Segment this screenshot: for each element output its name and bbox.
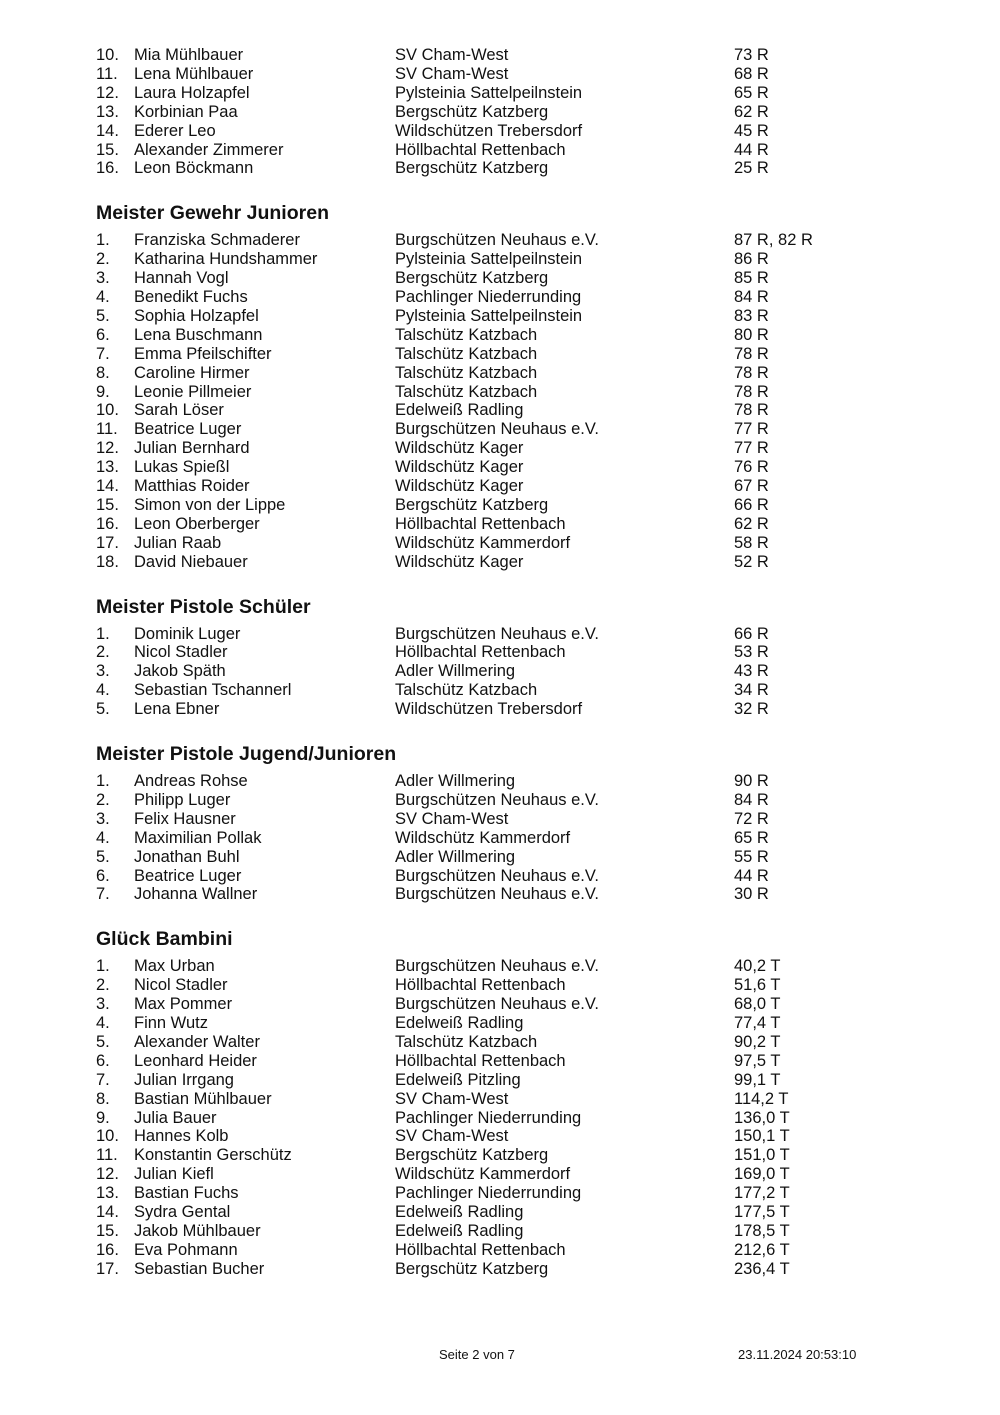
- shooter-name: Nicol Stadler: [134, 976, 228, 995]
- rank-cell: 15.: [96, 140, 119, 159]
- shooter-name: Korbinian Paa: [134, 102, 238, 121]
- rank-cell: 14.: [96, 1203, 119, 1221]
- score-value: 25 R: [734, 159, 769, 178]
- score-value: 212,6 T: [734, 1240, 790, 1259]
- club-name: Höllbachtal Rettenbach: [395, 643, 566, 662]
- shooter-name: Alexander Walter: [134, 1032, 260, 1051]
- score-value: 51,6 T: [734, 976, 781, 995]
- result-row: [0, 326, 1000, 345]
- shooter-name: Dominik Luger: [134, 624, 241, 643]
- score-value: 78 R: [734, 401, 769, 420]
- result-row: [0, 231, 1000, 250]
- score-value: 78 R: [734, 363, 769, 382]
- result-row: [0, 1260, 1000, 1279]
- score-value: 150,1 T: [734, 1127, 790, 1146]
- rank-cell: 5.: [96, 1032, 110, 1051]
- shooter-name: Sebastian Bucher: [134, 1259, 265, 1278]
- score-value: 62 R: [734, 514, 769, 533]
- club-name: Pylsteinia Sattelpeilnstein: [395, 83, 583, 102]
- score-value: 44 R: [734, 140, 769, 159]
- rank-cell: 14.: [96, 121, 119, 140]
- shooter-name: Julia Bauer: [134, 1108, 217, 1127]
- shooter-name: Jakob Späth: [134, 662, 226, 681]
- club-name: Bergschütz Katzberg: [395, 1259, 549, 1278]
- shooter-name: Jonathan Buhl: [134, 847, 240, 866]
- result-row: [0, 625, 1000, 644]
- result-row: [0, 401, 1000, 420]
- club-name: Pachlinger Niederrunding: [395, 1108, 582, 1127]
- result-row: [0, 1109, 1000, 1128]
- shooter-name: Leon Böckmann: [134, 159, 254, 178]
- rank-cell: 5.: [96, 847, 110, 866]
- club-name: Burgschützen Neuhaus e.V.: [395, 866, 599, 885]
- result-row: [0, 643, 1000, 662]
- shooter-name: Julian Bernhard: [134, 439, 250, 458]
- club-name: Wildschütz Kager: [395, 458, 524, 477]
- section-heading: Glück Bambini: [96, 928, 233, 951]
- club-name: Wildschützen Trebersdorf: [395, 700, 583, 719]
- rank-cell: 2.: [96, 250, 110, 269]
- rank-cell: 13.: [96, 1184, 119, 1203]
- shooter-name: Matthias Roider: [134, 477, 250, 495]
- club-name: Talschütz Katzbach: [395, 363, 538, 382]
- score-value: 43 R: [734, 662, 769, 681]
- club-name: Adler Willmering: [395, 772, 516, 790]
- shooter-name: Beatrice Luger: [134, 866, 242, 885]
- result-row: [0, 364, 1000, 383]
- result-row: [0, 141, 1000, 160]
- club-name: Burgschützen Neuhaus e.V.: [395, 420, 599, 439]
- club-name: SV Cham-West: [395, 46, 509, 64]
- rank-cell: 16.: [96, 514, 119, 533]
- club-name: Höllbachtal Rettenbach: [395, 514, 566, 533]
- score-value: 53 R: [734, 643, 769, 662]
- result-row: [0, 662, 1000, 681]
- result-row: [0, 1127, 1000, 1146]
- rank-cell: 6.: [96, 866, 110, 885]
- result-row: [0, 84, 1000, 103]
- rank-cell: 5.: [96, 700, 110, 719]
- shooter-name: David Niebauer: [134, 552, 248, 571]
- rank-cell: 1.: [96, 772, 110, 790]
- score-value: 99,1 T: [734, 1070, 781, 1089]
- score-value: 169,0 T: [734, 1165, 790, 1184]
- club-name: Talschütz Katzbach: [395, 344, 538, 363]
- result-row: [0, 867, 1000, 886]
- shooter-name: Jakob Mühlbauer: [134, 1221, 261, 1240]
- result-row: [0, 1146, 1000, 1165]
- club-name: Burgschützen Neuhaus e.V.: [395, 957, 599, 976]
- club-name: Talschütz Katzbach: [395, 1032, 538, 1051]
- rank-cell: 17.: [96, 533, 119, 552]
- result-row: [0, 515, 1000, 534]
- rank-cell: 1.: [96, 957, 110, 976]
- club-name: Bergschütz Katzberg: [395, 1146, 549, 1165]
- score-value: 72 R: [734, 809, 769, 828]
- score-value: 67 R: [734, 477, 769, 495]
- rank-cell: 12.: [96, 83, 119, 102]
- club-name: Talschütz Katzbach: [395, 325, 538, 344]
- score-value: 178,5 T: [734, 1221, 790, 1240]
- result-row: [0, 288, 1000, 307]
- score-value: 58 R: [734, 533, 769, 552]
- rank-cell: 16.: [96, 1240, 119, 1259]
- rank-cell: 3.: [96, 809, 110, 828]
- club-name: Burgschützen Neuhaus e.V.: [395, 231, 599, 250]
- club-name: SV Cham-West: [395, 1127, 509, 1146]
- rank-cell: 12.: [96, 439, 119, 458]
- score-value: 77,4 T: [734, 1014, 781, 1032]
- shooter-name: Lukas Spießl: [134, 458, 230, 477]
- rank-cell: 13.: [96, 458, 119, 477]
- shooter-name: Bastian Fuchs: [134, 1184, 239, 1203]
- club-name: Wildschütz Kammerdorf: [395, 1165, 571, 1184]
- club-name: Burgschützen Neuhaus e.V.: [395, 624, 599, 643]
- shooter-name: Alexander Zimmerer: [134, 140, 284, 159]
- score-value: 77 R: [734, 439, 769, 458]
- club-name: Pylsteinia Sattelpeilnstein: [395, 306, 583, 325]
- shooter-name: Katharina Hundshammer: [134, 250, 318, 269]
- result-row: [0, 534, 1000, 553]
- result-row: [0, 1090, 1000, 1109]
- club-name: Höllbachtal Rettenbach: [395, 140, 566, 159]
- rank-cell: 11.: [96, 1146, 118, 1165]
- shooter-name: Nicol Stadler: [134, 643, 228, 662]
- result-row: [0, 496, 1000, 515]
- result-row: [0, 1203, 1000, 1222]
- result-row: [0, 1052, 1000, 1071]
- rank-cell: 1.: [96, 624, 110, 643]
- rank-cell: 1.: [96, 231, 110, 250]
- shooter-name: Julian Raab: [134, 533, 222, 552]
- club-name: Edelweiß Radling: [395, 1203, 524, 1221]
- score-value: 84 R: [734, 288, 769, 306]
- result-row: [0, 439, 1000, 458]
- shooter-name: Eva Pohmann: [134, 1240, 238, 1259]
- rank-cell: 5.: [96, 306, 110, 325]
- result-row: [0, 1071, 1000, 1090]
- score-value: 136,0 T: [734, 1108, 790, 1127]
- score-value: 236,4 T: [734, 1259, 790, 1278]
- rank-cell: 10.: [96, 401, 119, 420]
- shooter-name: Leon Oberberger: [134, 514, 260, 533]
- result-row: [0, 159, 1000, 178]
- result-row: [0, 810, 1000, 829]
- club-name: Pachlinger Niederrunding: [395, 288, 582, 306]
- score-value: 66 R: [734, 495, 769, 514]
- result-row: [0, 848, 1000, 867]
- shooter-name: Lena Mühlbauer: [134, 64, 254, 83]
- result-row: [0, 1033, 1000, 1052]
- result-row: [0, 250, 1000, 269]
- score-value: 32 R: [734, 700, 769, 719]
- score-value: 78 R: [734, 382, 769, 401]
- shooter-name: Sebastian Tschannerl: [134, 681, 292, 700]
- shooter-name: Lena Ebner: [134, 700, 220, 719]
- club-name: Talschütz Katzbach: [395, 382, 538, 401]
- club-name: Adler Willmering: [395, 847, 516, 866]
- club-name: Bergschütz Katzberg: [395, 495, 549, 514]
- shooter-name: Max Urban: [134, 957, 215, 976]
- score-value: 66 R: [734, 624, 769, 643]
- score-value: 87 R, 82 R: [734, 231, 813, 250]
- club-name: Wildschütz Kager: [395, 439, 524, 458]
- result-row: [0, 1184, 1000, 1203]
- shooter-name: Leonie Pillmeier: [134, 382, 252, 401]
- result-row: [0, 957, 1000, 976]
- rank-cell: 7.: [96, 344, 110, 363]
- score-value: 62 R: [734, 102, 769, 121]
- score-value: 177,5 T: [734, 1203, 790, 1221]
- shooter-name: Andreas Rohse: [134, 772, 248, 790]
- score-value: 151,0 T: [734, 1146, 790, 1165]
- score-value: 45 R: [734, 121, 769, 140]
- rank-cell: 10.: [96, 1127, 119, 1146]
- rank-cell: 11.: [96, 64, 118, 83]
- result-row: [0, 477, 1000, 496]
- shooter-name: Lena Buschmann: [134, 325, 263, 344]
- result-row: [0, 420, 1000, 439]
- rank-cell: 2.: [96, 976, 110, 995]
- club-name: Pachlinger Niederrunding: [395, 1184, 582, 1203]
- score-value: 90,2 T: [734, 1032, 781, 1051]
- rank-cell: 8.: [96, 1089, 110, 1108]
- result-row: [0, 122, 1000, 141]
- rank-cell: 4.: [96, 288, 110, 306]
- score-value: 40,2 T: [734, 957, 781, 976]
- rank-cell: 13.: [96, 102, 119, 121]
- score-value: 114,2 T: [734, 1089, 789, 1108]
- result-row: [0, 1241, 1000, 1260]
- result-row: [0, 791, 1000, 810]
- club-name: SV Cham-West: [395, 1089, 509, 1108]
- page-number: Seite 2 von 7: [439, 1347, 515, 1362]
- shooter-name: Laura Holzapfel: [134, 83, 250, 102]
- rank-cell: 9.: [96, 382, 110, 401]
- rank-cell: 9.: [96, 1108, 110, 1127]
- score-value: 65 R: [734, 828, 769, 847]
- rank-cell: 14.: [96, 477, 119, 495]
- club-name: Wildschütz Kager: [395, 477, 524, 495]
- score-value: 52 R: [734, 552, 769, 571]
- shooter-name: Johanna Wallner: [134, 885, 258, 904]
- score-value: 85 R: [734, 269, 769, 288]
- shooter-name: Sophia Holzapfel: [134, 306, 259, 325]
- result-row: [0, 1222, 1000, 1241]
- rank-cell: 4.: [96, 1014, 110, 1032]
- club-name: Höllbachtal Rettenbach: [395, 1240, 566, 1259]
- shooter-name: Hannes Kolb: [134, 1127, 229, 1146]
- score-value: 77 R: [734, 420, 769, 439]
- shooter-name: Sydra Gental: [134, 1203, 231, 1221]
- result-row: [0, 885, 1000, 904]
- rank-cell: 3.: [96, 662, 110, 681]
- result-row: [0, 976, 1000, 995]
- result-row: [0, 458, 1000, 477]
- result-row: [0, 345, 1000, 364]
- shooter-name: Hannah Vogl: [134, 269, 229, 288]
- club-name: Bergschütz Katzberg: [395, 159, 549, 178]
- result-row: [0, 383, 1000, 402]
- rank-cell: 2.: [96, 643, 110, 662]
- rank-cell: 10.: [96, 46, 119, 64]
- score-value: 76 R: [734, 458, 769, 477]
- result-row: [0, 1014, 1000, 1033]
- rank-cell: 17.: [96, 1259, 119, 1278]
- club-name: Edelweiß Radling: [395, 1014, 524, 1032]
- score-value: 90 R: [734, 772, 769, 790]
- rank-cell: 12.: [96, 1165, 119, 1184]
- result-row: [0, 772, 1000, 791]
- score-value: 44 R: [734, 866, 769, 885]
- shooter-name: Konstantin Gerschütz: [134, 1146, 292, 1165]
- rank-cell: 18.: [96, 552, 119, 571]
- rank-cell: 3.: [96, 995, 110, 1014]
- result-row: [0, 269, 1000, 288]
- shooter-name: Simon von der Lippe: [134, 495, 286, 514]
- shooter-name: Franziska Schmaderer: [134, 231, 300, 250]
- rank-cell: 15.: [96, 495, 119, 514]
- rank-cell: 2.: [96, 790, 110, 809]
- club-name: Wildschütz Kammerdorf: [395, 533, 571, 552]
- shooter-name: Bastian Mühlbauer: [134, 1089, 272, 1108]
- rank-cell: 8.: [96, 363, 110, 382]
- shooter-name: Benedikt Fuchs: [134, 288, 248, 306]
- shooter-name: Caroline Hirmer: [134, 363, 250, 382]
- score-value: 86 R: [734, 250, 769, 269]
- score-value: 65 R: [734, 83, 769, 102]
- result-row: [0, 700, 1000, 719]
- rank-cell: 4.: [96, 681, 110, 700]
- score-value: 78 R: [734, 344, 769, 363]
- club-name: Burgschützen Neuhaus e.V.: [395, 885, 599, 904]
- club-name: Edelweiß Radling: [395, 1221, 524, 1240]
- score-value: 30 R: [734, 885, 769, 904]
- club-name: Höllbachtal Rettenbach: [395, 1051, 566, 1070]
- club-name: Höllbachtal Rettenbach: [395, 976, 566, 995]
- result-row: [0, 103, 1000, 122]
- shooter-name: Julian Kiefl: [134, 1165, 214, 1184]
- rank-cell: 16.: [96, 159, 119, 178]
- club-name: Wildschützen Trebersdorf: [395, 121, 583, 140]
- shooter-name: Sarah Löser: [134, 401, 224, 420]
- shooter-name: Leonhard Heider: [134, 1051, 257, 1070]
- club-name: Burgschützen Neuhaus e.V.: [395, 790, 599, 809]
- result-row: [0, 681, 1000, 700]
- club-name: Edelweiß Radling: [395, 401, 524, 420]
- score-value: 68 R: [734, 64, 769, 83]
- club-name: Bergschütz Katzberg: [395, 102, 549, 121]
- shooter-name: Felix Hausner: [134, 809, 236, 828]
- print-timestamp: 23.11.2024 20:53:10: [738, 1347, 857, 1362]
- rank-cell: 11.: [96, 420, 118, 439]
- shooter-name: Max Pommer: [134, 995, 233, 1014]
- club-name: Edelweiß Pitzling: [395, 1070, 521, 1089]
- rank-cell: 6.: [96, 325, 110, 344]
- rank-cell: 6.: [96, 1051, 110, 1070]
- shooter-name: Finn Wutz: [134, 1014, 208, 1032]
- shooter-name: Emma Pfeilschifter: [134, 344, 272, 363]
- club-name: Burgschützen Neuhaus e.V.: [395, 995, 599, 1014]
- score-value: 83 R: [734, 306, 769, 325]
- club-name: Talschütz Katzbach: [395, 681, 538, 700]
- club-name: Pylsteinia Sattelpeilnstein: [395, 250, 583, 269]
- score-value: 34 R: [734, 681, 769, 700]
- rank-cell: 3.: [96, 269, 110, 288]
- result-row: [0, 65, 1000, 84]
- score-value: 73 R: [734, 46, 769, 64]
- result-row: [0, 46, 1000, 65]
- shooter-name: Julian Irrgang: [134, 1070, 234, 1089]
- shooter-name: Ederer Leo: [134, 121, 216, 140]
- score-value: 177,2 T: [734, 1184, 790, 1203]
- shooter-name: Maximilian Pollak: [134, 828, 262, 847]
- club-name: Wildschütz Kager: [395, 552, 524, 571]
- score-value: 97,5 T: [734, 1051, 781, 1070]
- rank-cell: 7.: [96, 1070, 110, 1089]
- score-value: 80 R: [734, 325, 769, 344]
- score-value: 68,0 T: [734, 995, 781, 1014]
- shooter-name: Philipp Luger: [134, 790, 231, 809]
- club-name: Bergschütz Katzberg: [395, 269, 549, 288]
- club-name: Wildschütz Kammerdorf: [395, 828, 571, 847]
- result-row: [0, 1165, 1000, 1184]
- section-heading: Meister Gewehr Junioren: [96, 202, 329, 225]
- shooter-name: Mia Mühlbauer: [134, 46, 244, 64]
- club-name: SV Cham-West: [395, 809, 509, 828]
- score-value: 55 R: [734, 847, 769, 866]
- club-name: SV Cham-West: [395, 64, 509, 83]
- score-value: 84 R: [734, 790, 769, 809]
- rank-cell: 15.: [96, 1221, 119, 1240]
- club-name: Adler Willmering: [395, 662, 516, 681]
- rank-cell: 7.: [96, 885, 110, 904]
- shooter-name: Beatrice Luger: [134, 420, 242, 439]
- rank-cell: 4.: [96, 828, 110, 847]
- result-row: [0, 829, 1000, 848]
- section-heading: Meister Pistole Jugend/Junioren: [96, 743, 397, 765]
- section-heading: Meister Pistole Schüler: [96, 595, 311, 618]
- result-row: [0, 307, 1000, 326]
- result-row: [0, 995, 1000, 1014]
- result-row: [0, 553, 1000, 572]
